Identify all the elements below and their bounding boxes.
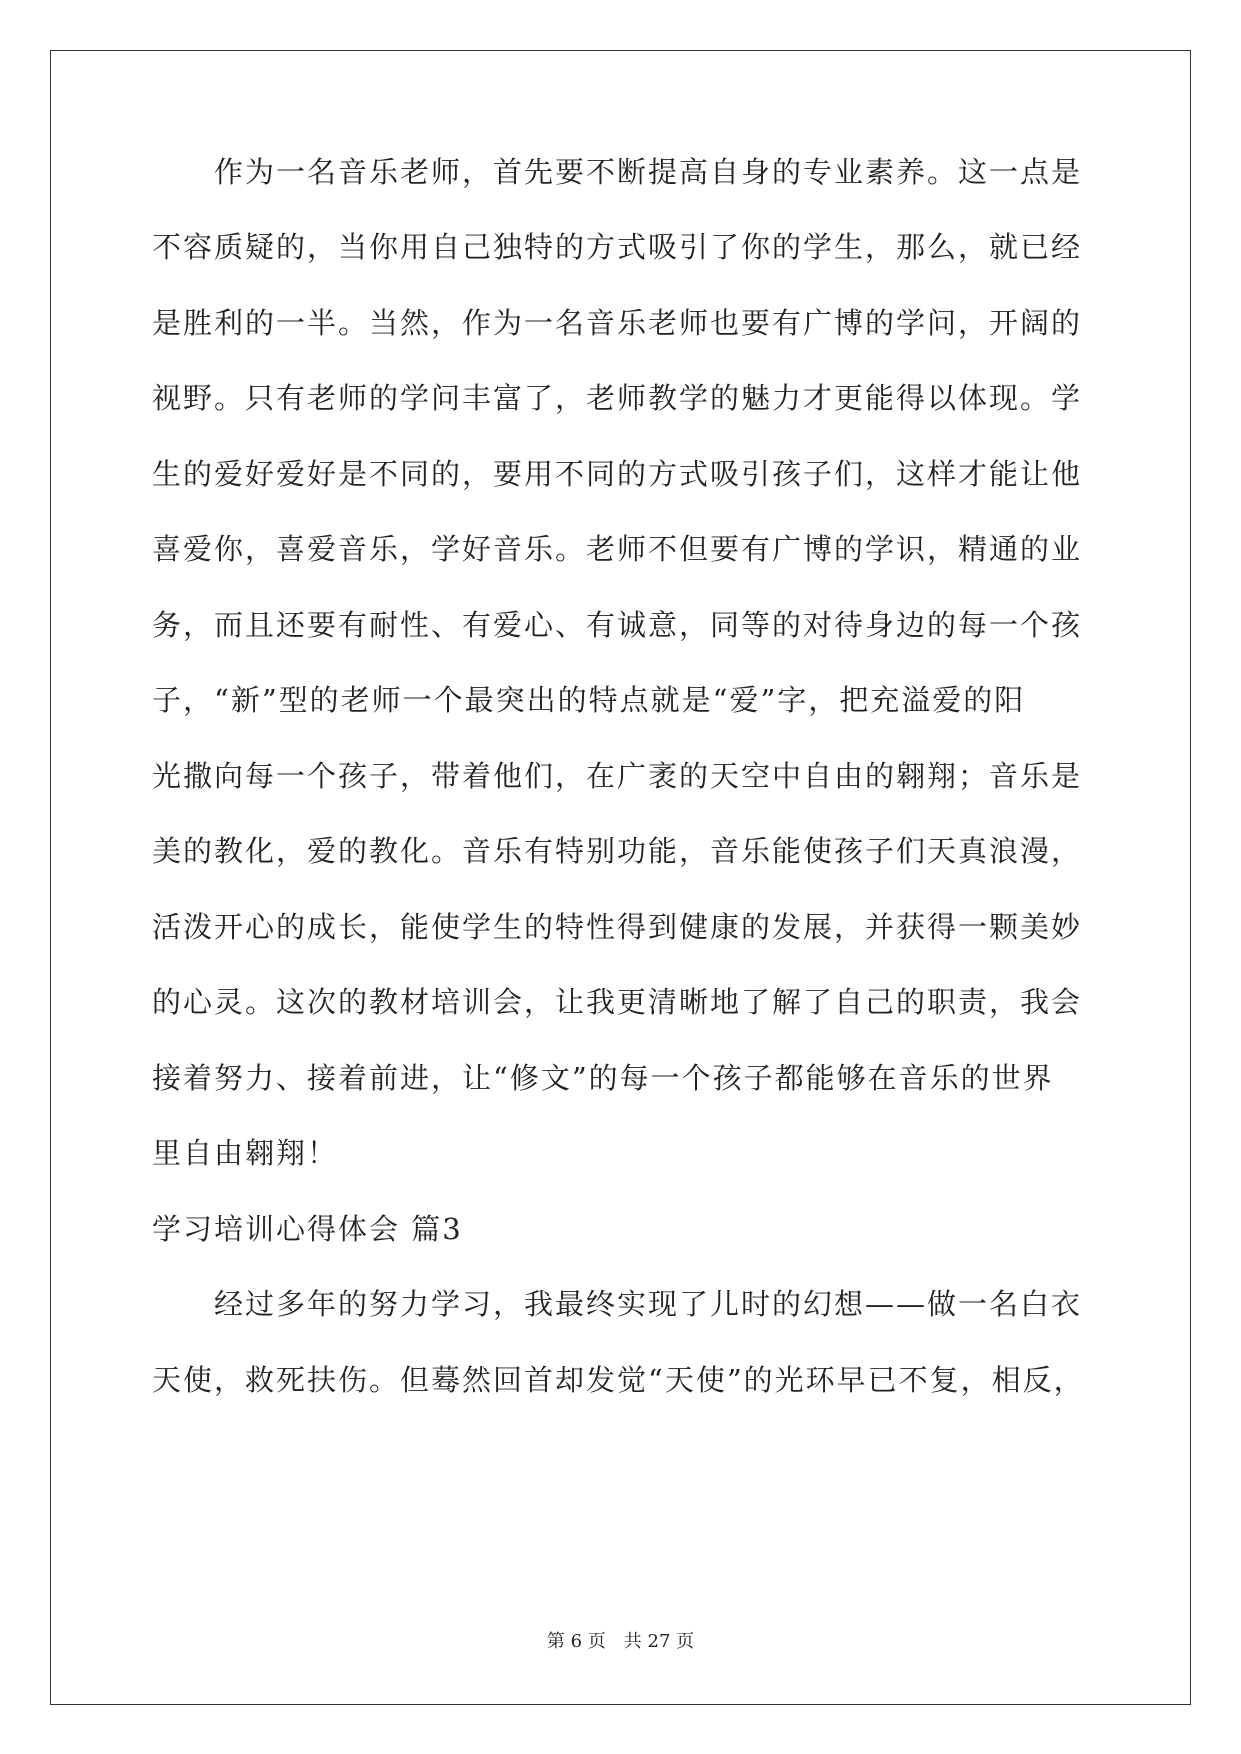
section-heading: 学习培训心得体会 篇3 <box>152 1212 463 1246</box>
paragraph-line: 作为一名音乐老师，首先要不断提高自身的专业素养。这一点是 <box>152 155 1083 189</box>
paragraph-line: 经过多年的努力学习，我最终实现了儿时的幻想——做一名白衣 <box>152 1287 1083 1321</box>
paragraph-line: 不容质疑的，当你用自己独特的方式吸引了你的学生，那么，就已经 <box>152 230 1083 264</box>
paragraph-line: 子，“新”型的老师一个最突出的特点就是“爱”字，把充溢爱的阳 <box>152 683 1026 717</box>
page-number: 第 6 页 共 27 页 <box>546 1631 695 1652</box>
paragraph-line: 光撒向每一个孩子，带着他们，在广袤的天空中自由的翱翔；音乐是 <box>152 759 1083 793</box>
paragraph-line: 的心灵。这次的教材培训会，让我更清晰地了解了自己的职责，我会 <box>152 985 1083 1019</box>
paragraph-line: 生的爱好爱好是不同的，要用不同的方式吸引孩子们，这样才能让他 <box>152 457 1083 491</box>
paragraph-line: 喜爱你，喜爱音乐，学好音乐。老师不但要有广博的学识，精通的业 <box>152 532 1083 566</box>
paragraph-line: 务，而且还要有耐性、有爱心、有诚意，同等的对待身边的每一个孩 <box>152 608 1083 642</box>
paragraph-line: 天使，救死扶伤。但蓦然回首却发觉“天使”的光环早已不复，相反， <box>152 1363 1085 1397</box>
page-footer <box>0 1630 1241 1654</box>
paragraph-line: 美的教化，爱的教化。音乐有特别功能，音乐能使孩子们天真浪漫， <box>152 834 1083 868</box>
paragraph-line: 接着努力、接着前进，让“修文”的每一个孩子都能够在音乐的世界 <box>152 1061 1054 1095</box>
page-border <box>50 50 1191 1705</box>
paragraph-line: 是胜利的一半。当然，作为一名音乐老师也要有广博的学问，开阔的 <box>152 306 1083 340</box>
paragraph-line: 活泼开心的成长，能使学生的特性得到健康的发展，并获得一颗美妙 <box>152 910 1083 944</box>
paragraph-line: 里自由翱翔！ <box>152 1136 339 1170</box>
paragraph-line: 视野。只有老师的学问丰富了，老师教学的魅力才更能得以体现。学 <box>152 381 1083 415</box>
